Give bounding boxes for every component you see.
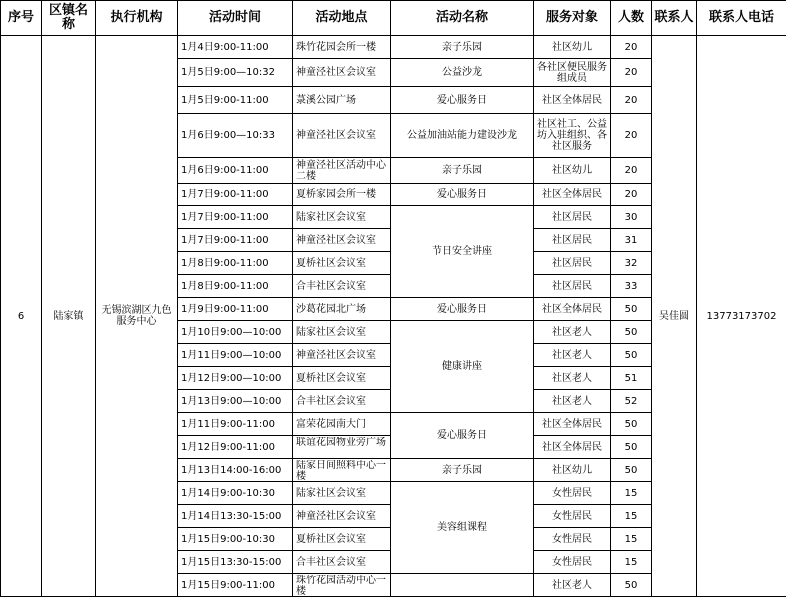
count-cell: 15	[611, 505, 652, 528]
place-cell: 富荣花园南大门	[293, 413, 391, 436]
count-cell: 52	[611, 390, 652, 413]
place-text: 陆家日间照料中心一楼	[296, 459, 386, 481]
time-cell: 1月12日9:00—10:00	[178, 367, 293, 390]
place-cell: 神童泾社区会议室	[293, 505, 391, 528]
header-count: 人数	[611, 1, 652, 36]
time-cell: 1月13日9:00—10:00	[178, 390, 293, 413]
time-cell: 1月13日14:00-16:00	[178, 459, 293, 482]
activity-cell: 亲子乐园	[391, 36, 534, 59]
target-cell: 各社区便民服务组成员	[534, 59, 611, 87]
activity-cell: 爱心服务日	[391, 87, 534, 114]
time-cell: 1月11日9:00-11:00	[178, 413, 293, 436]
target-cell: 社区全体居民	[534, 298, 611, 321]
place-cell: 夏桥社区会议室	[293, 252, 391, 275]
place-cell: 陆家社区会议室	[293, 482, 391, 505]
place-cell	[293, 459, 391, 482]
place-cell: 夏桥社区会议室	[293, 528, 391, 551]
time-cell: 1月4日9:00-11:00	[178, 36, 293, 59]
count-cell: 50	[611, 321, 652, 344]
place-cell	[293, 436, 391, 459]
count-cell: 20	[611, 114, 652, 158]
count-cell: 50	[611, 413, 652, 436]
contact-cell: 吴佳圆	[652, 36, 697, 597]
target-cell: 女性居民	[534, 551, 611, 574]
place-cell: 菉溪公园广场	[293, 87, 391, 114]
header-town: 区镇名称	[42, 1, 96, 36]
time-cell: 1月6日9:00-11:00	[178, 158, 293, 184]
target-cell: 社区老人	[534, 574, 611, 597]
time-cell: 1月8日9:00-11:00	[178, 252, 293, 275]
activity-cell: 亲子乐园	[391, 158, 534, 184]
target-cell: 社区全体居民	[534, 413, 611, 436]
count-cell: 32	[611, 252, 652, 275]
target-cell: 社区全体居民	[534, 436, 611, 459]
count-cell: 15	[611, 551, 652, 574]
place-cell: 夏桥家园会所一楼	[293, 184, 391, 206]
place-cell: 神童泾社区会议室	[293, 114, 391, 158]
count-cell: 50	[611, 298, 652, 321]
target-cell: 社区老人	[534, 367, 611, 390]
activity-cell: 爱心服务日	[391, 298, 534, 321]
target-cell: 社区社工、公益坊入驻组织、各社区服务	[534, 114, 611, 158]
target-cell: 社区居民	[534, 206, 611, 229]
count-cell: 31	[611, 229, 652, 252]
target-cell: 社区居民	[534, 252, 611, 275]
place-cell: 珠竹花园会所一楼	[293, 36, 391, 59]
activity-cell: 美容组课程	[391, 482, 534, 574]
count-cell: 20	[611, 59, 652, 87]
time-cell: 1月8日9:00-11:00	[178, 275, 293, 298]
header-place: 活动地点	[293, 1, 391, 36]
target-cell: 社区居民	[534, 229, 611, 252]
time-cell: 1月11日9:00—10:00	[178, 344, 293, 367]
count-cell: 30	[611, 206, 652, 229]
time-cell: 1月15日9:00-10:30	[178, 528, 293, 551]
target-cell: 社区全体居民	[534, 87, 611, 114]
count-cell: 51	[611, 367, 652, 390]
count-cell: 20	[611, 184, 652, 206]
table-row	[1, 36, 786, 59]
count-cell: 20	[611, 158, 652, 184]
activity-cell: 爱心服务日	[391, 413, 534, 459]
place-text: 珠竹花园活动中心一楼	[296, 574, 386, 596]
time-cell: 1月14日13:30-15:00	[178, 505, 293, 528]
place-cell: 合丰社区会议室	[293, 551, 391, 574]
target-cell: 社区幼儿	[534, 459, 611, 482]
target-cell: 社区全体居民	[534, 184, 611, 206]
count-cell: 15	[611, 482, 652, 505]
time-cell: 1月9日9:00-11:00	[178, 298, 293, 321]
time-cell: 1月7日9:00-11:00	[178, 229, 293, 252]
count-cell: 50	[611, 344, 652, 367]
target-cell: 社区老人	[534, 321, 611, 344]
place-cell: 陆家社区会议室	[293, 206, 391, 229]
count-cell: 15	[611, 528, 652, 551]
time-cell: 1月7日9:00-11:00	[178, 206, 293, 229]
time-cell: 1月5日9:00-11:00	[178, 87, 293, 114]
phone-cell: 13773173702	[697, 36, 786, 597]
header-target: 服务对象	[534, 1, 611, 36]
header-seq: 序号	[1, 1, 42, 36]
activity-cell: 节日安全讲座	[391, 206, 534, 298]
activity-cell: 健康讲座	[391, 321, 534, 413]
activity-cell: 公益沙龙	[391, 59, 534, 87]
place-cell: 神童泾社区活动中心二楼	[293, 158, 391, 184]
place-cell: 沙葛花园北广场	[293, 298, 391, 321]
activity-cell: 亲子乐园	[391, 459, 534, 482]
header-phone: 联系人电话	[697, 1, 786, 36]
town-cell: 陆家镇	[42, 36, 96, 597]
seq-cell: 6	[1, 36, 42, 597]
time-cell: 1月7日9:00-11:00	[178, 184, 293, 206]
place-cell: 合丰社区会议室	[293, 390, 391, 413]
place-cell: 陆家社区会议室	[293, 321, 391, 344]
time-cell: 1月6日9:00—10:33	[178, 114, 293, 158]
header-time: 活动时间	[178, 1, 293, 36]
header-row	[1, 1, 786, 36]
place-text: 联谊花园物业旁广场	[296, 436, 386, 448]
header-contact: 联系人	[652, 1, 697, 36]
place-cell: 神童泾社区会议室	[293, 344, 391, 367]
target-cell: 社区老人	[534, 344, 611, 367]
count-cell: 33	[611, 275, 652, 298]
place-cell: 合丰社区会议室	[293, 275, 391, 298]
target-cell: 社区幼儿	[534, 158, 611, 184]
activity-cell: 公益加油站能力建设沙龙	[391, 114, 534, 158]
target-cell: 社区幼儿	[534, 36, 611, 59]
place-cell: 夏桥社区会议室	[293, 367, 391, 390]
target-cell: 社区居民	[534, 275, 611, 298]
count-cell: 50	[611, 574, 652, 597]
time-cell: 1月10日9:00—10:00	[178, 321, 293, 344]
activity-cell	[391, 574, 534, 597]
header-activity: 活动名称	[391, 1, 534, 36]
target-cell: 女性居民	[534, 505, 611, 528]
count-cell: 50	[611, 459, 652, 482]
count-cell: 20	[611, 36, 652, 59]
time-cell: 1月14日9:00-10:30	[178, 482, 293, 505]
time-cell: 1月15日13:30-15:00	[178, 551, 293, 574]
target-cell: 社区老人	[534, 390, 611, 413]
time-cell: 1月12日9:00-11:00	[178, 436, 293, 459]
place-cell: 神童泾社区会议室	[293, 59, 391, 87]
time-cell: 1月15日9:00-11:00	[178, 574, 293, 597]
count-cell: 50	[611, 436, 652, 459]
target-cell: 女性居民	[534, 482, 611, 505]
header-org: 执行机构	[96, 1, 178, 36]
place-cell: 神童泾社区会议室	[293, 229, 391, 252]
place-cell	[293, 574, 391, 597]
count-cell: 20	[611, 87, 652, 114]
activity-cell: 爱心服务日	[391, 184, 534, 206]
time-cell: 1月5日9:00—10:32	[178, 59, 293, 87]
org-cell: 无锡滨湖区九色服务中心	[96, 36, 178, 597]
target-cell: 女性居民	[534, 528, 611, 551]
